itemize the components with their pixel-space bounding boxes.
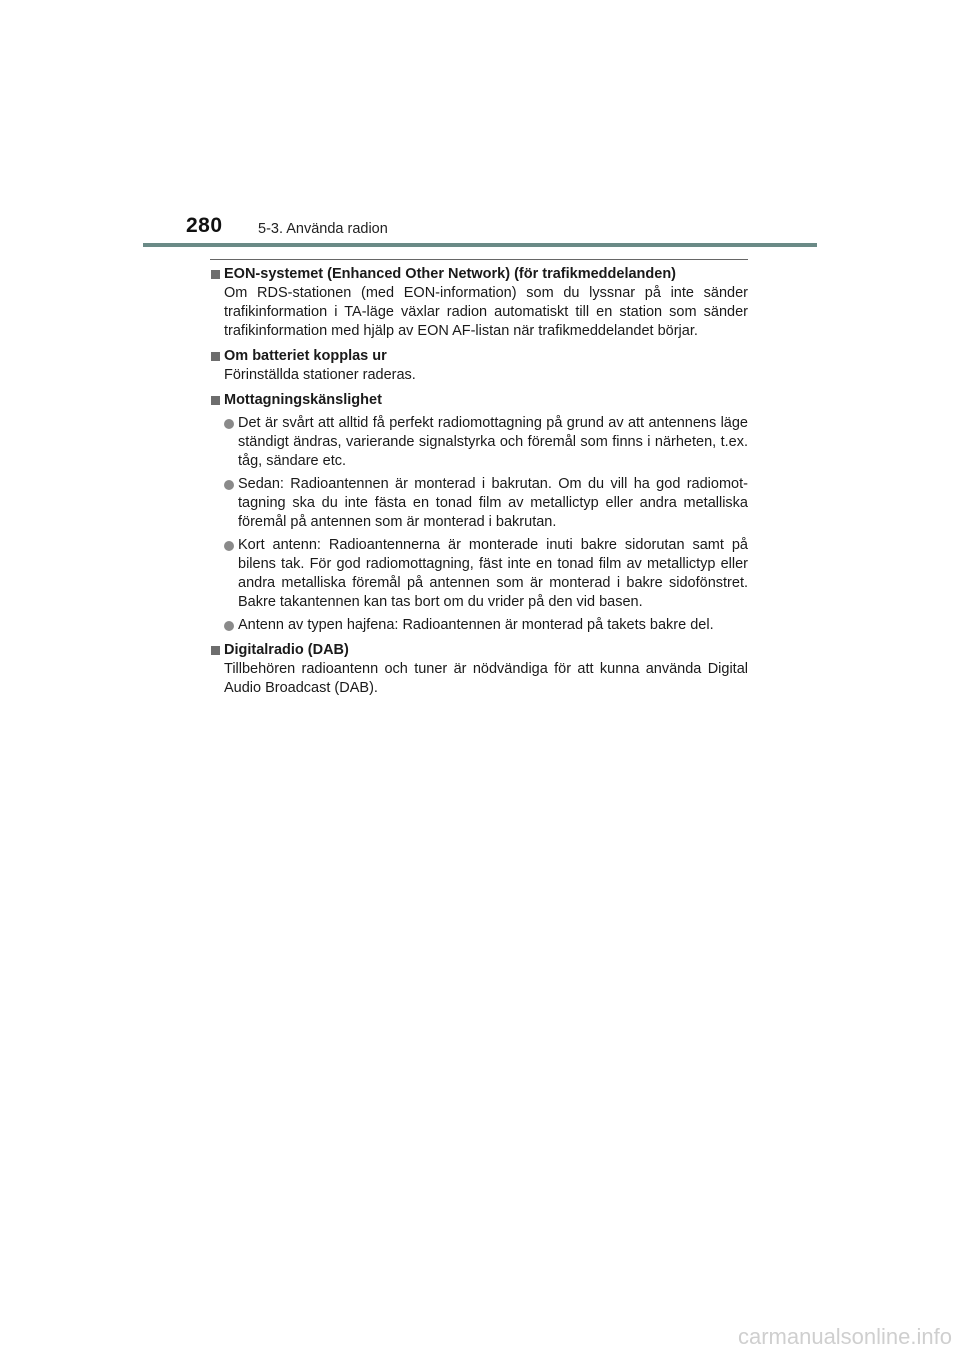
heading-text: Digitalradio (DAB) [224, 642, 349, 658]
section-divider [210, 259, 748, 260]
square-bullet-icon [211, 270, 220, 279]
section-heading-reception [210, 391, 748, 410]
circle-bullet-icon [224, 621, 234, 631]
section-text-battery: Förinställda stationer raderas. [224, 367, 416, 383]
list-item-text: Sedan: Radioantennen är monterad i bakrutan. Om du vill ha god radiomottagning ska du inte fästa en tonad film av metallictyp eller andra metalliska föremål på antennen som är monterad i bakrutan. [238, 476, 748, 530]
section-text-dab: Tillbehören radioantenn och tuner är nödvändiga för att kunna använda Digital Audio Broadcast (DAB). [224, 661, 748, 696]
page-number: 280 [186, 214, 223, 237]
list-item [210, 475, 748, 532]
square-bullet-icon [211, 646, 220, 655]
heading-text: EON-systemet (Enhanced Other Network) (för trafikmeddelanden) [224, 266, 676, 282]
section-title: 5-3. Använda radion [258, 221, 388, 237]
circle-bullet-icon [224, 480, 234, 490]
list-item [210, 414, 748, 471]
heading-text: Om batteriet kopplas ur [224, 348, 387, 364]
section-heading-battery [210, 347, 748, 366]
list-item [210, 616, 748, 635]
section-heading-eon [210, 265, 748, 284]
heading-text: Mottagningskänslighet [224, 392, 382, 408]
circle-bullet-icon [224, 419, 234, 429]
section-text-eon: Om RDS-stationen (med EON-information) som du lyssnar på inte sänder trafikinformation i TA-läge växlar radion automatiskt till en station som sänder trafikinformation med hjälp av EON AF-listan när trafikmeddelandet börjar. [224, 285, 748, 339]
circle-bullet-icon [224, 541, 234, 551]
square-bullet-icon [211, 352, 220, 361]
section-heading-dab [210, 641, 748, 660]
list-item [210, 536, 748, 612]
list-item-text: Det är svårt att alltid få perfekt radiomottagning på grund av att antennens läge ständigt ändras, varierande signalstyrka och föremål som finns i närheten, t.ex. tåg, sändare etc. [238, 415, 748, 469]
header-rule [143, 243, 817, 247]
page-content [210, 265, 748, 698]
square-bullet-icon [211, 396, 220, 405]
watermark: carmanualsonline.info [737, 1324, 952, 1349]
list-item-text: Kort antenn: Radioantennerna är monterade inuti bakre sidorutan samt på bilens tak. För god radiomottagning, fäst inte en tonad film av metallictyp eller andra metalliska föremål på antennen som är monterad i bakre sidofönstret. Bakre takantennen kan tas bort om du vrider på den vid basen. [238, 537, 748, 610]
list-item-text: Antenn av typen hajfena: Radioantennen är monterad på takets bakre del. [238, 617, 714, 633]
